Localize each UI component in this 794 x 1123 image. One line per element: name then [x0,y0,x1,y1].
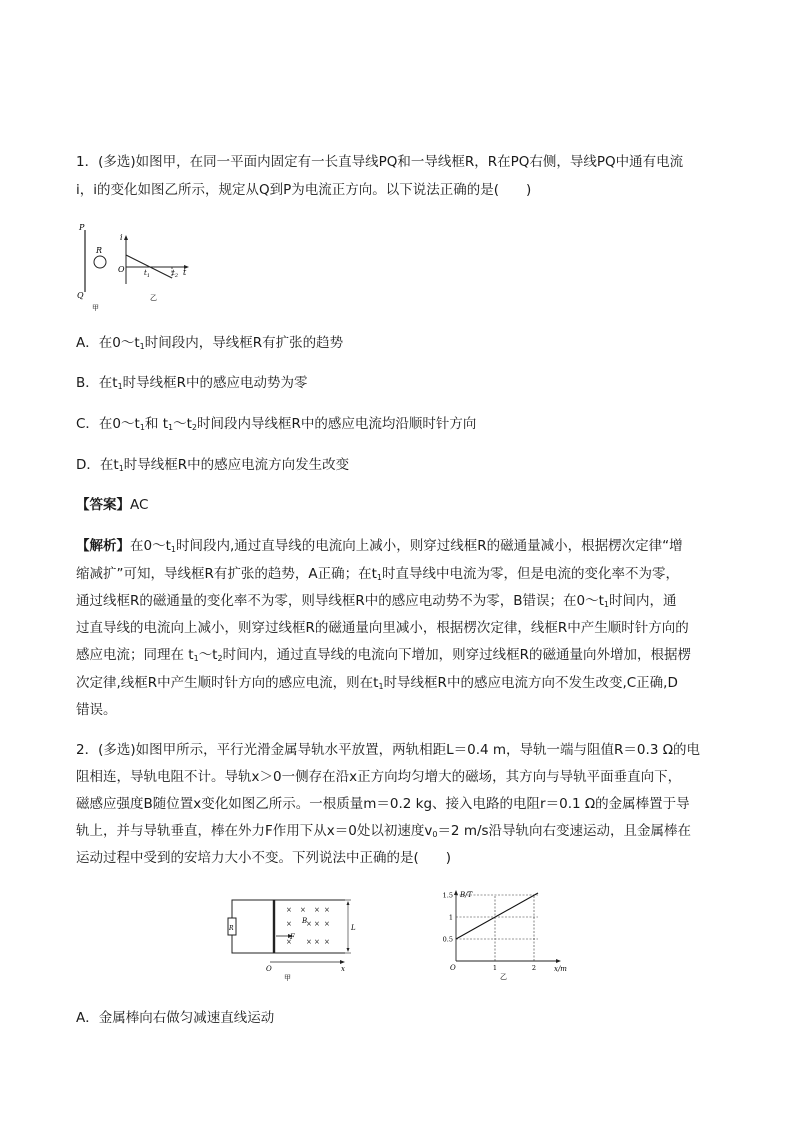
q2-option-a: A．金属棒向右做匀减速直线运动 [76,1010,275,1026]
chart-origin: O [450,964,456,972]
loop-r [94,256,106,268]
q1-analysis-line7: 错误。 [76,702,117,718]
q2-figure-chart [430,885,580,985]
q1-analysis-line4: 过直导线的电流向上减小，则穿过线框R的磁通量向里减小，根据楞次定律，线框R中产生顺时针方向的 [76,620,689,636]
svg-text:×: × [324,920,330,928]
q1-figure [76,220,206,312]
label-p: P [79,223,85,232]
label-t2: $t_2$ [172,269,179,279]
answer-value: AC [130,497,149,513]
q2-stem-line3: 磁感应强度B随位置x变化如图乙所示。一根质量m＝0.2 kg、接入电路的电阻r＝0.1 Ω的金属棒置于导 [76,796,690,812]
svg-text:×: × [324,938,330,946]
q2-stem-line2: 阻相连，导轨电阻不计。导轨x＞0一侧存在沿x正方向均匀增大的磁场，其方向与导轨平面垂直向下， [76,769,682,785]
svg-text:×: × [306,920,312,928]
label-f: F [290,933,295,941]
y-tick-label-1: 1 [448,913,453,922]
svg-text:×: × [314,938,320,946]
label-l: L [351,924,356,932]
q2-figure-rails [220,890,370,985]
x-tick-label-2: 2 [531,964,537,972]
label-q: Q [77,291,84,300]
q1-analysis-line1: 【解析】在$0\sim t_1$时间段内,通过直导线的电流向上减小，则穿过线框R的磁通量减小，根据楞次定律“增 [76,538,683,554]
chart-xlabel: x/m [554,965,567,973]
q2-stem-line1: 2．(多选)如图甲所示，平行光滑金属导轨水平放置，两轨相距L＝0.4 m，导轨一端与阻值R＝0.3 Ω的电 [76,742,701,758]
label-o: O [118,265,125,274]
label-o: O [266,965,272,973]
q1-analysis-line6: 次定律,线框R中产生顺时针方向的感应电流，则在$t_1$时导线框R中的感应电流方向不发生改变,C正确,D [76,675,678,691]
label-r: R [96,246,103,255]
q1-option-b: B．在$t_1$时导线框R中的感应电动势为零 [76,375,308,391]
series-line [456,893,538,939]
q1-analysis-line3: 通过线框R的磁通量的变化率不为零，则导线框R中的感应电动势不为零，B错误；在$0\sim t_1$时间内，通 [76,593,677,609]
analysis-tag: 【解析】 [76,538,130,554]
label-t: t [183,268,187,277]
chart-caption: 乙 [500,973,507,981]
q1-analysis-line2: 缩减扩”可知，导线框R有扩张的趋势，A正确；在$t_1$时直导线中电流为零，但是电流的变化率不为零， [76,566,679,582]
circuit-loop [232,900,274,953]
answer-tag: 【答案】 [76,497,130,513]
caption-yi: 乙 [150,294,157,302]
svg-text:×: × [286,920,292,928]
q2-stem-line4: 轨上，并与导轨垂直，棒在外力F作用下从x＝0处以初速度$v_0=2$ m/s沿导轨向右变速运动，且金属棒在 [76,823,692,839]
q1-stem-line2: i，i的变化如图乙所示，规定从Q到P为电流正方向。以下说法正确的是( ) [76,182,532,198]
caption-jia: 甲 [92,304,99,312]
svg-text:×: × [300,906,306,914]
q1-option-a: A．在$0\sim t_1$时间段内，导线框R有扩张的趋势 [76,335,344,351]
caption-jia: 甲 [284,974,291,982]
svg-text:×: × [314,906,320,914]
svg-text:×: × [306,938,312,946]
q1-analysis-line5: 感应电流；同理在 $t_1\sim t_2$时间内，通过直导线的电流向下增加，则穿过线框R的磁通量向外增加，根据楞 [76,647,691,663]
q1-option-c: C．在$0\sim t_1$和 $t_1\sim t_2$时间段内导线框R中的感应电流均沿顺时针方向 [76,416,477,432]
x-tick-label-1: 1 [492,964,498,972]
svg-text:×: × [286,938,292,946]
label-r: R [229,925,234,932]
label-t1: $t_1$ [144,269,151,279]
y-tick-label-1.5: 1.5 [442,891,453,900]
svg-text:×: × [324,906,330,914]
y-tick-label-0.5: 0.5 [442,935,453,944]
q1-option-d: D．在$t_1$时导线框R中的感应电流方向发生改变 [76,457,350,473]
chart-ylabel: B/T [460,891,473,899]
q2-stem-line5: 运动过程中受到的安培力大小不变。下列说法中正确的是( ) [76,850,452,866]
q1-stem-line1: 1．(多选)如图甲，在同一平面内固定有一长直导线PQ和一导线框R，R在PQ右侧，导线PQ中通有电流 [76,154,684,170]
label-b: B [302,917,308,925]
label-x: x [341,965,345,973]
svg-text:×: × [314,920,320,928]
svg-text:×: × [286,906,292,914]
label-i: i [120,233,123,242]
q1-answer [76,495,148,515]
